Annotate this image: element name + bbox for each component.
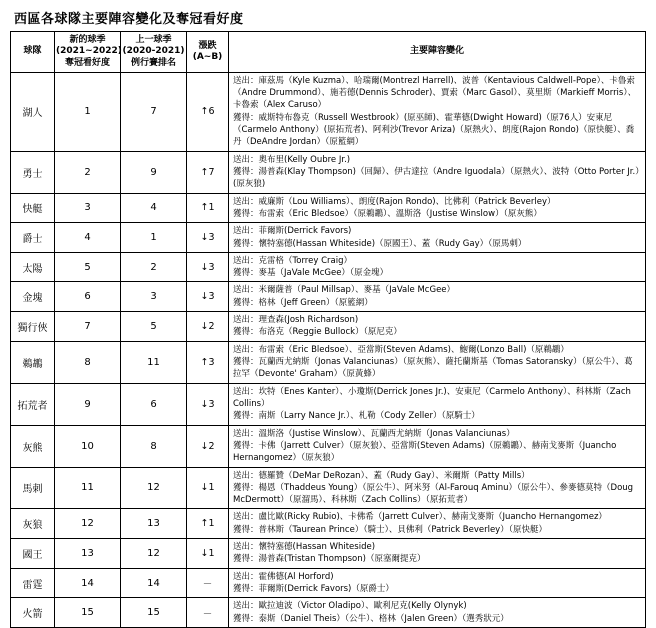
players-in: 獲得：格林（Jeff Green）（原籃網） xyxy=(233,297,373,308)
cell-delta: － xyxy=(187,598,229,628)
table-row xyxy=(11,425,646,467)
players-in: 獲得：威斯特布魯克（Russell Westbrook）(原巫師)、霍華德(Dwight Howard)（原76人）安東尼（Carmelo Anthony）(原拓荒者)、阿利沙(Trevor Ariza)（原熱火）、朗度(Rajon Rondo)（原快艇）、喬丹（DeAndre Jordan）（原籃網） xyxy=(233,112,635,148)
players-in: 獲得：南斯（Larry Nance Jr.）、札勒（Cody Zeller）（原騎士） xyxy=(233,411,480,422)
cell-team: 金塊 xyxy=(11,282,55,312)
cell-delta: ↓3 xyxy=(187,223,229,253)
cell-changes xyxy=(229,509,646,539)
cell-new-rank: 15 xyxy=(55,598,121,628)
players-out: 送出：德羅贊（DeMar DeRozan）、蓋（Rudy Gay）、米爾斯（Patty Mills） xyxy=(233,470,530,481)
cell-team: 灰熊 xyxy=(11,425,55,467)
cell-delta: ↓3 xyxy=(187,282,229,312)
cell-prev-rank: 14 xyxy=(121,568,187,598)
col-prev-rank: 上一球季 (2020-2021) 例行賽排名 xyxy=(121,32,187,73)
table-row xyxy=(11,312,646,342)
cell-team: 獨行俠 xyxy=(11,312,55,342)
cell-prev-rank: 6 xyxy=(121,383,187,425)
cell-delta: ↓2 xyxy=(187,312,229,342)
cell-delta: － xyxy=(187,568,229,598)
players-in: 獲得：普林斯（Taurean Prince）（騎士）、貝佛利（Patrick Beverley）（原快艇） xyxy=(233,524,547,535)
players-in: 獲得：布雷索（Eric Bledsoe）（原鵜鶘）、溫斯洛（Justise Winslow）（原灰熊） xyxy=(233,208,542,219)
cell-delta: ↑6 xyxy=(187,72,229,151)
table-row xyxy=(11,539,646,569)
cell-new-rank: 13 xyxy=(55,539,121,569)
cell-delta: ↑3 xyxy=(187,341,229,383)
players-out: 送出：盧比歐(Ricky Rubio)、卡佛希（Jarrett Culver）、赫南戈麥斯（Juancho Hernangomez） xyxy=(233,512,607,523)
cell-new-rank: 4 xyxy=(55,223,121,253)
cell-delta: ↓3 xyxy=(187,252,229,282)
cell-changes xyxy=(229,312,646,342)
col-changes: 主要陣容變化 xyxy=(229,32,646,73)
players-out: 送出：布雷索（Eric Bledsoe）、亞當斯(Steven Adams)、鮑爾(Lonzo Ball)（原鵜鶘） xyxy=(233,344,569,355)
table-row xyxy=(11,193,646,223)
cell-changes xyxy=(229,282,646,312)
table-row xyxy=(11,509,646,539)
cell-delta: ↓2 xyxy=(187,425,229,467)
cell-delta: ↓1 xyxy=(187,539,229,569)
cell-team: 湖人 xyxy=(11,72,55,151)
players-out: 送出：坎特（Enes Kanter）、小瓊斯(Derrick Jones Jr.)、安東尼（Carmelo Anthony）、科林斯（Zach Collins） xyxy=(233,386,631,409)
table-row xyxy=(11,72,646,151)
players-out: 送出：克雷格（Torrey Craig） xyxy=(233,255,352,266)
players-in: 獲得：麥基（JaVale McGee）（原金塊） xyxy=(233,268,389,279)
players-out: 送出：理查森(Josh Richardson) xyxy=(233,315,359,326)
players-out: 送出：菲爾斯(Derrick Favors) xyxy=(233,226,352,237)
cell-new-rank: 7 xyxy=(55,312,121,342)
cell-team: 火箭 xyxy=(11,598,55,628)
col-team: 球隊 xyxy=(11,32,55,73)
table-header xyxy=(11,32,646,73)
cell-new-rank: 12 xyxy=(55,509,121,539)
cell-team: 拓荒者 xyxy=(11,383,55,425)
cell-delta: ↑1 xyxy=(187,193,229,223)
page-title: 西區各球隊主要陣容變化及奪冠看好度 xyxy=(14,12,244,27)
cell-prev-rank: 3 xyxy=(121,282,187,312)
cell-changes xyxy=(229,341,646,383)
cell-prev-rank: 5 xyxy=(121,312,187,342)
players-out: 送出：庫茲馬（Kyle Kuzma）、哈瑞爾(Montrezl Harrell)、波普（Kentavious Caldwell-Pope）、卡魯索（Andre Drummond）、施若德(Dennis Schroder)、賈索（Marc Gasol）、莫里斯（Markieff Morris）、卡魯索（Alex Caruso） xyxy=(233,75,637,111)
cell-new-rank: 3 xyxy=(55,193,121,223)
players-out: 送出：溫斯洛（Justise Winslow）、瓦蘭西尤納斯（Jonas Valanciunas） xyxy=(233,428,515,439)
cell-changes xyxy=(229,252,646,282)
cell-prev-rank: 11 xyxy=(121,341,187,383)
cell-new-rank: 10 xyxy=(55,425,121,467)
players-in: 獲得：湯普森(Tristan Thompson)（原塞爾提克） xyxy=(233,554,426,565)
players-in: 獲得：卡佛（Jarrett Culver）（原灰狼）、亞當斯(Steven Adams)（原鵜鶘）、赫南戈麥斯（Juancho Hernangomez）（原灰狼） xyxy=(233,440,617,464)
table-row xyxy=(11,598,646,628)
cell-delta: ↓3 xyxy=(187,383,229,425)
cell-prev-rank: 7 xyxy=(121,72,187,151)
players-out: 送出：威廉斯（Lou Williams）、朗度(Rajon Rondo)、比佛利（Patrick Beverley） xyxy=(233,196,556,207)
cell-team: 灰狼 xyxy=(11,509,55,539)
cell-team: 國王 xyxy=(11,539,55,569)
cell-team: 馬刺 xyxy=(11,467,55,509)
players-in: 獲得：湯普森(Klay Thompson)（回歸）、伊古達拉（Andre Iguodala）（原熱火）、波特（Otto Porter Jr.）(原灰狼) xyxy=(233,166,640,190)
cell-prev-rank: 8 xyxy=(121,425,187,467)
cell-team: 勇士 xyxy=(11,151,55,193)
cell-team: 鵜鶘 xyxy=(11,341,55,383)
players-in: 獲得：楊恩（Thaddeus Young）（原公牛）、阿米努（Al-Farouq Aminu）（原公牛）、參麥德莫特（Doug McDermott）（原溜馬）、科林斯（Zach Collins）（原拓荒者） xyxy=(233,482,634,506)
col-delta: 漲跌 (A~B) xyxy=(187,32,229,73)
cell-prev-rank: 9 xyxy=(121,151,187,193)
cell-changes xyxy=(229,193,646,223)
cell-prev-rank: 13 xyxy=(121,509,187,539)
cell-prev-rank: 12 xyxy=(121,539,187,569)
cell-changes xyxy=(229,568,646,598)
cell-new-rank: 8 xyxy=(55,341,121,383)
cell-changes xyxy=(229,223,646,253)
table-body xyxy=(11,72,646,627)
players-out: 送出：歐拉迪波（Victor Oladipo）、歐利尼克(Kelly Olynyk) xyxy=(233,601,467,612)
cell-changes xyxy=(229,72,646,151)
cell-new-rank: 1 xyxy=(55,72,121,151)
table-row xyxy=(11,252,646,282)
cell-prev-rank: 12 xyxy=(121,467,187,509)
table-row xyxy=(11,341,646,383)
cell-new-rank: 6 xyxy=(55,282,121,312)
table-row xyxy=(11,223,646,253)
cell-changes xyxy=(229,467,646,509)
cell-team: 雷霆 xyxy=(11,568,55,598)
cell-prev-rank: 1 xyxy=(121,223,187,253)
col-new-rank: 新的球季 (2021~2022) 奪冠看好度 xyxy=(55,32,121,73)
cell-changes xyxy=(229,383,646,425)
cell-prev-rank: 4 xyxy=(121,193,187,223)
roster-change-table xyxy=(10,31,646,628)
cell-changes xyxy=(229,598,646,628)
players-out: 送出：霍佛德(Al Horford) xyxy=(233,571,334,582)
cell-team: 快艇 xyxy=(11,193,55,223)
cell-delta: ↓1 xyxy=(187,467,229,509)
players-in: 獲得：懷特塞德(Hassan Whiteside)（原國王）、蓋（Rudy Gay）（原馬刺） xyxy=(233,238,527,249)
table-header-row xyxy=(11,32,646,73)
cell-new-rank: 11 xyxy=(55,467,121,509)
cell-prev-rank: 15 xyxy=(121,598,187,628)
cell-delta: ↑7 xyxy=(187,151,229,193)
cell-changes xyxy=(229,151,646,193)
cell-new-rank: 9 xyxy=(55,383,121,425)
players-in: 獲得：布洛克（Reggie Bullock）（原尼克） xyxy=(233,327,402,338)
table-row xyxy=(11,467,646,509)
players-out: 送出：米爾薩普（Paul Millsap）、麥基（JaVale McGee） xyxy=(233,285,456,296)
cell-new-rank: 14 xyxy=(55,568,121,598)
table-row xyxy=(11,282,646,312)
cell-changes xyxy=(229,425,646,467)
cell-team: 太陽 xyxy=(11,252,55,282)
cell-new-rank: 2 xyxy=(55,151,121,193)
cell-prev-rank: 2 xyxy=(121,252,187,282)
cell-new-rank: 5 xyxy=(55,252,121,282)
players-out: 送出：奧布里(Kelly Oubre Jr.) xyxy=(233,154,351,165)
table-row xyxy=(11,383,646,425)
players-in: 獲得：菲爾斯(Derrick Favors)（原爵士） xyxy=(233,584,394,594)
cell-changes xyxy=(229,539,646,569)
players-in: 獲得：泰斯（Daniel Theis）（公牛）、格林（Jalen Green）（選秀狀元） xyxy=(233,613,509,624)
table-row xyxy=(11,568,646,598)
players-out: 送出：懷特塞德(Hassan Whiteside) xyxy=(233,542,376,553)
players-in: 獲得：瓦蘭西尤納斯（Jonas Valanciunas）（原灰熊）、薩托蘭斯基（Tomas Satoransky）（原公牛）、葛拉罕（Devonte' Graham）（原黃蜂） xyxy=(233,357,633,380)
cell-team: 爵士 xyxy=(11,223,55,253)
table-row xyxy=(11,151,646,193)
cell-delta: ↑1 xyxy=(187,509,229,539)
